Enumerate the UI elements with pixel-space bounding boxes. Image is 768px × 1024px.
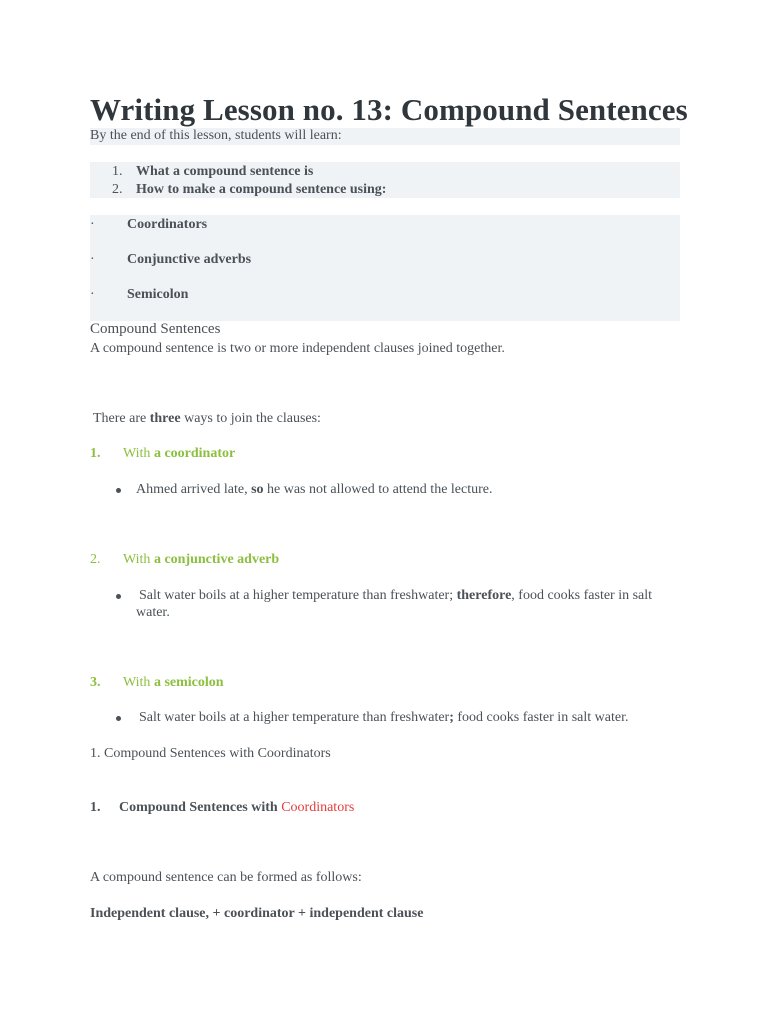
bullet-icon — [116, 594, 121, 599]
bullet-icon — [116, 488, 121, 493]
method-marker: · — [90, 287, 95, 302]
subsection-heading: Compound Sentences with Coordinators — [119, 800, 355, 815]
subsection-heading-plain: 1. Compound Sentences with Coordinators — [90, 746, 331, 761]
subsection-number: 1. — [90, 800, 101, 815]
way-number: 2. — [90, 552, 101, 567]
way-number: 1. — [90, 446, 101, 461]
objective-number: 2. — [112, 182, 123, 197]
section-heading: Compound Sentences — [90, 321, 221, 337]
way-heading: With a conjunctive adverb — [123, 552, 280, 567]
method-item: Semicolon — [127, 287, 189, 302]
ways-intro: There are three ways to join the clauses: — [93, 411, 321, 426]
intro-text: By the end of this lesson, students will learn: — [90, 128, 342, 143]
objective-number: 1. — [112, 164, 123, 179]
bullet-icon — [116, 716, 121, 721]
method-item: Coordinators — [127, 217, 208, 232]
definition-text: A compound sentence is two or more independent clauses joined together. — [90, 341, 505, 356]
objective-item: How to make a compound sentence using: — [136, 182, 387, 197]
method-item: Conjunctive adverbs — [127, 252, 252, 267]
formation-intro: A compound sentence can be formed as follows: — [90, 870, 362, 885]
way-number: 3. — [90, 675, 101, 690]
example-sentence: Salt water boils at a higher temperature than freshwater; therefore, food cooks faster in salt — [139, 588, 653, 603]
page-title: Writing Lesson no. 13: Compound Sentences — [90, 92, 688, 127]
example-sentence: Salt water boils at a higher temperature than freshwater; food cooks faster in salt water. — [139, 710, 629, 725]
method-marker: · — [90, 217, 95, 232]
way-heading: With a coordinator — [123, 446, 236, 461]
objective-item: What a compound sentence is — [136, 164, 314, 179]
method-marker: · — [90, 252, 95, 267]
way-heading: With a semicolon — [123, 675, 224, 690]
example-sentence-continued: water. — [136, 605, 170, 620]
example-sentence: Ahmed arrived late, so he was not allowed to attend the lecture. — [136, 482, 493, 497]
formula-text: Independent clause, + coordinator + independent clause — [90, 906, 424, 921]
